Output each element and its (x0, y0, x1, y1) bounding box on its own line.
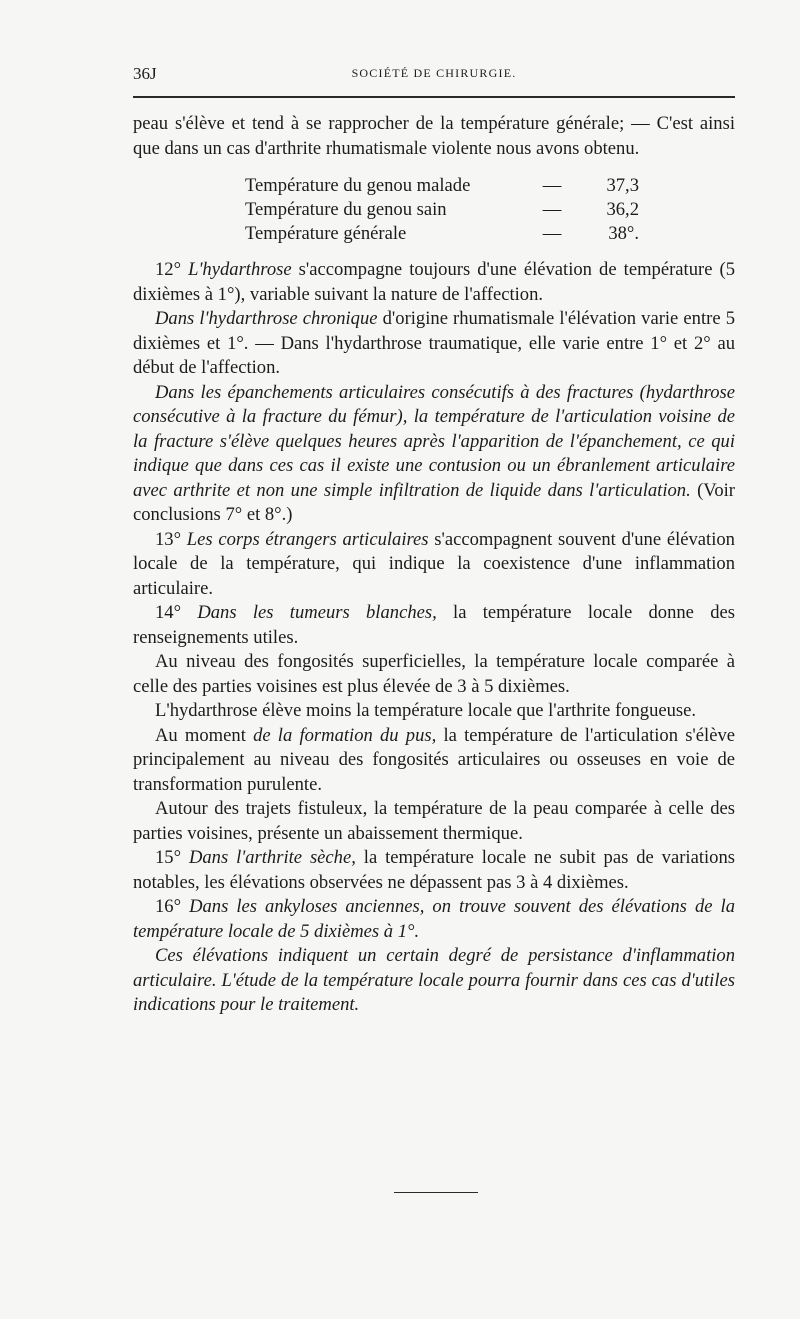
row-value: 37,3 (606, 175, 639, 196)
table-row (245, 174, 645, 198)
paragraph-text: s'accompagnent souvent d'une élévation locale de la température, qui indique la coexistence d'une inflammation articulaire. (133, 528, 735, 599)
row-label: Température du genou malade (245, 175, 471, 196)
row-value: 38°. (608, 222, 639, 244)
paragraph-text: la température locale ne subit pas de variations notables, les élévations observées ne dépassent pas 3 à 4 dixièmes. (133, 847, 736, 893)
italic-term: de la formation du pus, (253, 724, 437, 746)
row-dash: — (542, 198, 562, 220)
paragraph-text: Au moment (155, 724, 254, 746)
paragraph-text: d'origine rhumatismale l'élévation varie entre 5 dixièmes et 1°. — Dans l'hydarthrose traumatique, elle varie entre 1° et 2° au début de l'affection. (133, 308, 735, 379)
paragraph-15 (133, 846, 735, 895)
paragraph-16 (133, 895, 735, 944)
paragraph-pus (133, 724, 735, 798)
section-number: 14° (155, 602, 182, 624)
italic-term: L'hydarthrose (188, 259, 292, 281)
row-dash: — (542, 222, 562, 244)
body-text (133, 112, 735, 1018)
row-dash: — (542, 175, 562, 196)
row-value: 36,2 (606, 198, 639, 220)
italic-term: Dans l'arthrite sèche, (188, 847, 356, 869)
paragraph-text: la température locale donne des renseignements utiles. (133, 602, 736, 648)
italic-term: Dans l'hydarthrose chronique (155, 308, 378, 330)
paragraph-fractures (133, 381, 735, 528)
paragraph-chronic (133, 307, 735, 381)
table-row (245, 198, 645, 222)
paragraph-text: (Voir conclusions 7° et 8°.) (133, 479, 735, 526)
end-rule (394, 1192, 478, 1193)
paragraph-text: s'accompagne toujours d'une élévation de température (5 dixièmes à 1°), variable suivant la nature de l'affection. (133, 259, 735, 305)
header-rule (133, 96, 735, 98)
running-title: SOCIÉTÉ DE CHIRURGIE. (351, 66, 517, 80)
section-number: 16° (155, 896, 182, 918)
paragraph-hydarthrose: L'hydarthrose élève moins la température locale que l'arthrite fongueuse. (155, 700, 697, 722)
italic-term: Ces élévations indiquent un certain degré de persistance d'inflammation articulaire. L'étude de la température locale pourra fournir dans ces cas d'utiles indications pour le traitement. (133, 945, 735, 1016)
row-label: Température générale (245, 222, 407, 244)
page-header (133, 64, 735, 86)
italic-term: Dans les ankyloses anciennes, on trouve souvent des élévations de la température locale de 5 dixièmes à 1°. (133, 896, 735, 942)
section-number: 13° (155, 528, 182, 550)
italic-term: Dans les tumeurs blanches, (197, 602, 437, 624)
paragraph-intro: peau s'élève et tend à se rapprocher de la température générale; — C'est ainsi que dans un cas d'arthrite rhumatismale violente nous avons obtenu. (133, 113, 735, 159)
temperature-table (245, 174, 645, 245)
paragraph-trajets: Autour des trajets fistuleux, la température de la peau comparée à celle des parties voisines, présente un abaissement thermique. (133, 798, 735, 844)
paragraph-14 (133, 601, 735, 650)
italic-term: Les corps étrangers articulaires (186, 528, 429, 550)
italic-term: Dans les épanchements articulaires consécutifs à des fractures (hydarthrose consécutive à la fracture du fémur), la température de l'articulation voisine de la fracture s'élève quelques heures après l'apparition de l'épanchement, ce qui indique que dans ces cas il existe une contusion ou un ébranlement articulaire avec arthrite et non une simple infiltration de liquide dans l'articulation. (133, 381, 735, 501)
paragraph-final (133, 944, 735, 1018)
table-row (245, 222, 645, 246)
paragraph-text: la température de l'articulation s'élève principalement au niveau des fongosités articulaires ou osseuses en voie de transformation purulente. (133, 724, 735, 795)
paragraph-13 (133, 528, 735, 602)
paragraph-fongosites: Au niveau des fongosités superficielles, la température locale comparée à celle des parties voisines est plus élevée de 3 à 5 dixièmes. (133, 651, 735, 697)
row-label: Température du genou sain (245, 198, 447, 220)
section-number: 15° (155, 847, 182, 869)
section-number: 12° (155, 259, 182, 281)
paragraph-12 (133, 258, 735, 307)
page-number: 36J (133, 64, 157, 83)
